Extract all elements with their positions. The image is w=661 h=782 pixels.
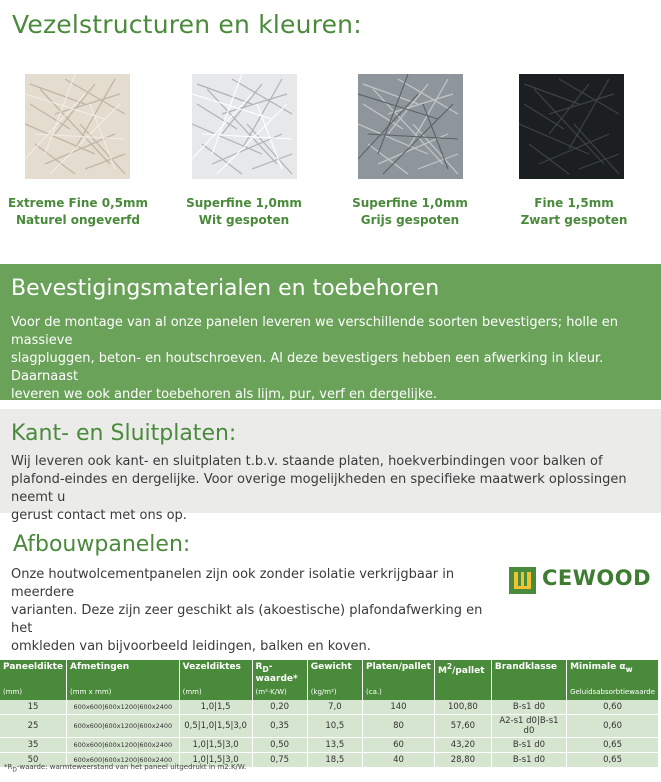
- table-cell: 1,0|1,5|3,0: [179, 737, 252, 752]
- header-text: M: [437, 666, 447, 676]
- table-cell: 60: [363, 737, 435, 752]
- caption-line: Superfine 1,0mm: [186, 196, 302, 210]
- table-cell: 0,60: [567, 700, 659, 715]
- edge-plates-section: [0, 409, 661, 523]
- paragraph-line: Onze houtwolcementpanelen zijn ook zonder isolatie verkrijgbaar in meerdere: [11, 567, 455, 600]
- table-footnote: [4, 763, 246, 773]
- table-cell: 43,20: [434, 737, 491, 752]
- swatch-grey: [358, 74, 463, 183]
- paragraph-line: slagpluggen, beton- en houtschroeven. Al deze bevestigers hebben een afwerking in kleur. Daarnaast: [11, 351, 604, 384]
- col-header: [434, 660, 491, 686]
- caption-line: Fine 1,5mm: [534, 196, 614, 210]
- table-header-row: [0, 660, 659, 686]
- section-title-fasteners: Bevestigingsmaterialen en toebehoren: [11, 276, 440, 301]
- unit-cell: (mm): [0, 686, 67, 700]
- header-text: -waarde*: [255, 662, 298, 684]
- table-cell: 40: [363, 752, 435, 767]
- table-cell: 0,65: [567, 752, 659, 767]
- caption-line: Extreme Fine 0,5mm: [8, 196, 148, 210]
- col-header: [252, 660, 307, 686]
- table-cell: 0,35: [252, 714, 307, 737]
- table-cell: B-s1 d0: [491, 737, 566, 752]
- swatch-white: [192, 74, 297, 183]
- table-cell: 100,80: [434, 700, 491, 715]
- caption-line: Zwart gespoten: [520, 213, 628, 227]
- paragraph-line: leveren we ook ander toebehoren als lijm, pur, verf en dergelijke.: [11, 387, 438, 402]
- caption-line: Superfine 1,0mm: [352, 196, 468, 210]
- cewood-logo-icon: [509, 567, 536, 594]
- fiber-texture-white: [192, 74, 297, 179]
- section-title-finishing-panels: Afbouwpanelen:: [13, 532, 191, 557]
- header-text: R: [255, 662, 263, 672]
- unit-cell: (kg/m²): [307, 686, 362, 700]
- col-header: Gewicht: [307, 660, 362, 686]
- paragraph-line: plafond-eindes en dergelijke. Voor overige mogelijkheden en specifieke maatwerk oplossingen neemt u: [11, 472, 627, 505]
- paragraph-line: gerust contact met ons op.: [11, 508, 187, 523]
- table-cell: 0,60: [567, 714, 659, 737]
- caption-line: Wit gespoten: [198, 213, 290, 227]
- header-sup: 2: [446, 662, 453, 671]
- header-text: Minimale α: [570, 662, 626, 672]
- table-cell: 10,5: [307, 714, 362, 737]
- paragraph-line: Voor de montage van al onze panelen leveren we verschillende soorten bevestigers; holle en massieve: [11, 315, 619, 348]
- table-cell: 7,0: [307, 700, 362, 715]
- table-cell: B-s1 d0: [491, 700, 566, 715]
- header-sub: w: [625, 664, 633, 674]
- table-cell: 600x600|600x1200|600x2400: [67, 714, 180, 737]
- col-header: Brandklasse: [491, 660, 566, 686]
- table-cell: 0,50: [252, 737, 307, 752]
- table-cell: 35: [0, 737, 67, 752]
- paragraph-line: omkleden van bijvoorbeeld leidingen, balken en koven.: [11, 639, 371, 654]
- table-cell: 25: [0, 714, 67, 737]
- unit-cell: (m²·K/W): [252, 686, 307, 700]
- swatch-caption-black: [499, 195, 649, 229]
- col-header: Afmetingen: [67, 660, 180, 686]
- fasteners-section: [0, 264, 661, 400]
- fiber-texture-black: [519, 74, 624, 179]
- table-cell: 50: [0, 752, 67, 767]
- swatch-black: [519, 74, 624, 183]
- table-row: [0, 700, 659, 715]
- header-sub: D: [262, 664, 269, 674]
- caption-line: Grijs gespoten: [360, 213, 460, 227]
- section-title-edge-plates: Kant- en Sluitplaten:: [11, 421, 237, 446]
- edge-plates-paragraph: [11, 453, 651, 525]
- fiber-texture-natural: [25, 74, 130, 179]
- table-cell: 15: [0, 700, 67, 715]
- table-cell: 600x600|600x1200|600x2400: [67, 737, 180, 752]
- table-cell: 57,60: [434, 714, 491, 737]
- table-cell: 1,0|1,5: [179, 700, 252, 715]
- unit-cell: [491, 686, 566, 700]
- fasteners-paragraph: [11, 314, 651, 404]
- swatch-caption-white: [169, 195, 319, 229]
- table-units-row: [0, 686, 659, 700]
- section-title-fiber-structures: Vezelstructuren en kleuren:: [12, 10, 362, 39]
- table-row: [0, 737, 659, 752]
- table-cell: 1,0|1,5|3,0: [179, 752, 252, 767]
- logo-mark-icon: [509, 567, 536, 594]
- table-cell: 600x600|600x1200|600x2400: [67, 752, 180, 767]
- table-cell: 600x600|600x1200|600x2400: [67, 700, 180, 715]
- table-cell: 28,80: [434, 752, 491, 767]
- col-header: Platen/pallet: [363, 660, 435, 686]
- table-cell: 140: [363, 700, 435, 715]
- table-cell: B-s1 d0: [491, 752, 566, 767]
- cewood-logo-text: CEWOOD: [542, 566, 652, 590]
- unit-cell: Geluidsabsorbtiewaarde: [567, 686, 659, 700]
- finishing-panels-paragraph: [11, 566, 491, 656]
- col-header: [567, 660, 659, 686]
- table-cell: 80: [363, 714, 435, 737]
- table-cell: 13,5: [307, 737, 362, 752]
- col-header: Paneeldikte: [0, 660, 67, 686]
- header-text: /pallet: [452, 666, 485, 676]
- unit-cell: [434, 686, 491, 700]
- table-cell: 0,75: [252, 752, 307, 767]
- unit-cell: (mm x mm): [67, 686, 180, 700]
- fiber-texture-grey: [358, 74, 463, 179]
- col-header: Vezeldiktes: [179, 660, 252, 686]
- table-row: [0, 714, 659, 737]
- table-cell: 0,5|1,0|1,5|3,0: [179, 714, 252, 737]
- footnote-sub: D: [12, 767, 17, 774]
- swatch-natural: [25, 74, 130, 183]
- paragraph-line: varianten. Deze zijn zeer geschikt als (akoestische) plafondafwerking en het: [11, 603, 483, 636]
- swatch-caption-natural: [3, 195, 153, 229]
- unit-cell: (ca.): [363, 686, 435, 700]
- spec-table: [0, 660, 659, 768]
- paragraph-line: Wij leveren ook kant- en sluitplaten t.b.v. staande platen, hoekverbindingen voor balken of: [11, 454, 603, 469]
- table-cell: A2-s1 d0|B-s1 d0: [491, 714, 566, 737]
- caption-line: Naturel ongeverfd: [16, 213, 140, 227]
- footnote-text: *R: [4, 763, 13, 771]
- table-cell: 0,20: [252, 700, 307, 715]
- swatch-caption-grey: [335, 195, 485, 229]
- table-cell: 18,5: [307, 752, 362, 767]
- unit-cell: (mm): [179, 686, 252, 700]
- footnote-text: -waarde: warmteweerstand van het paneel uitgedrukt in m2.K/W.: [16, 763, 247, 771]
- table-cell: 0,65: [567, 737, 659, 752]
